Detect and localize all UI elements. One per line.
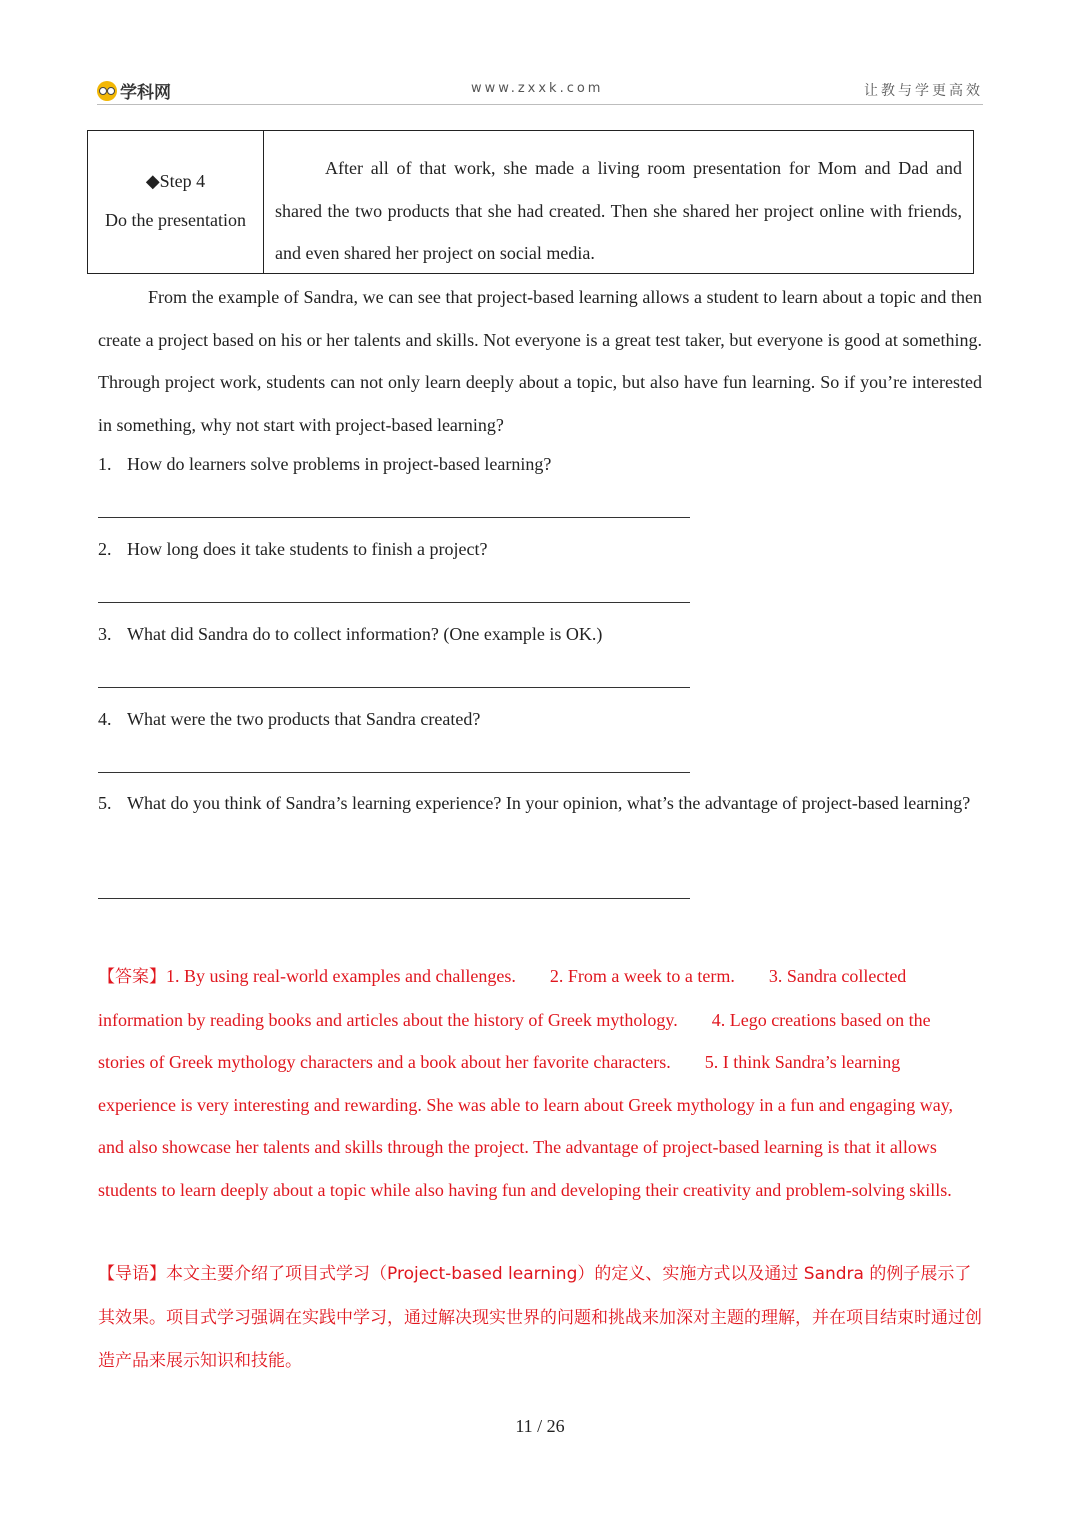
page-header	[97, 74, 983, 105]
body-paragraph: From the example of Sandra, we can see that project-based learning allows a student to learn about a topic and then create a project based on his or her talents and skills. Not everyone is a great test taker, but everyone is good at something. Through project work, students can not only learn deeply about a topic, but also have fun learning. So if you’re interested in something, why not start with project-based learning?	[98, 287, 982, 435]
answer-line-5[interactable]	[98, 898, 690, 899]
guide-tag: 【导语】	[98, 1264, 166, 1284]
question-2	[98, 539, 982, 560]
question-3	[98, 624, 982, 645]
logo	[97, 78, 171, 103]
question-number: 5.	[98, 793, 112, 813]
answer-1: 1. By using real-world examples and challenges.	[166, 966, 516, 986]
step-title: Do the presentation	[105, 210, 246, 230]
site-url: www.zxxk.com	[471, 81, 604, 96]
answer-section	[98, 955, 982, 1211]
question-5	[98, 782, 982, 825]
logo-text: 学科网	[120, 83, 171, 103]
header-slogan: 让教与学更高效	[864, 83, 983, 99]
answer-5: 5. I think Sandra’s learning experience is very interesting and rewarding. She was able to learn about Greek mythology in a fun and engaging way, and also showcase her talents and skills through the project. The advantage of project-based learning is that it allows students to learn deeply about a topic while also having fun and developing their creativity and problem-solving skills.	[98, 1052, 954, 1200]
answer-tag: 【答案】	[98, 967, 166, 987]
answer-line-4[interactable]	[98, 772, 690, 773]
guide-text: 本文主要介绍了项目式学习（Project-based learning）的定义、实施方式以及通过 Sandra 的例子展示了其效果。项目式学习强调在实践中学习，通过解决现实世界的问题和挑战来加深对主题的理解，并在项目结束时通过创造产品来展示知识和技能。	[98, 1264, 982, 1371]
question-number: 4.	[98, 709, 112, 729]
answer-line-2[interactable]	[98, 602, 690, 603]
answer-2: 2. From a week to a term.	[549, 966, 735, 986]
answer-line-1[interactable]	[98, 517, 690, 518]
step-label-cell	[88, 131, 264, 273]
answer-4: 4. Lego creations based on the stories of Greek mythology characters and a book about her favorite characters.	[98, 1009, 931, 1072]
question-4	[98, 709, 982, 730]
step-content: After all of that work, she made a living room presentation for Mom and Dad and shared the two products that she had created. Then she shared her project online with friends, and even shared her project on social media.	[275, 158, 962, 263]
answer-line-3[interactable]	[98, 687, 690, 688]
logo-owl-icon	[97, 81, 117, 101]
question-text: What do you think of Sandra’s learning experience? In your opinion, what’s the advantage of project-based learning?	[127, 793, 971, 813]
question-text: How long does it take students to finish a project?	[127, 539, 488, 559]
page-number: 11 / 26	[515, 1416, 565, 1436]
question-text: How do learners solve problems in project-based learning?	[127, 454, 552, 474]
answer-3: 3. Sandra collected information by reading books and articles about the history of Greek mythology.	[98, 966, 907, 1030]
question-text: What did Sandra do to collect information? (One example is OK.)	[127, 624, 603, 644]
step-table	[87, 130, 974, 274]
step-label: ◆Step 4	[145, 171, 206, 191]
question-number: 1.	[98, 454, 112, 474]
question-text: What were the two products that Sandra created?	[127, 709, 481, 729]
question-number: 2.	[98, 539, 112, 559]
guide-section	[98, 1252, 982, 1383]
question-1	[98, 454, 982, 475]
question-number: 3.	[98, 624, 112, 644]
